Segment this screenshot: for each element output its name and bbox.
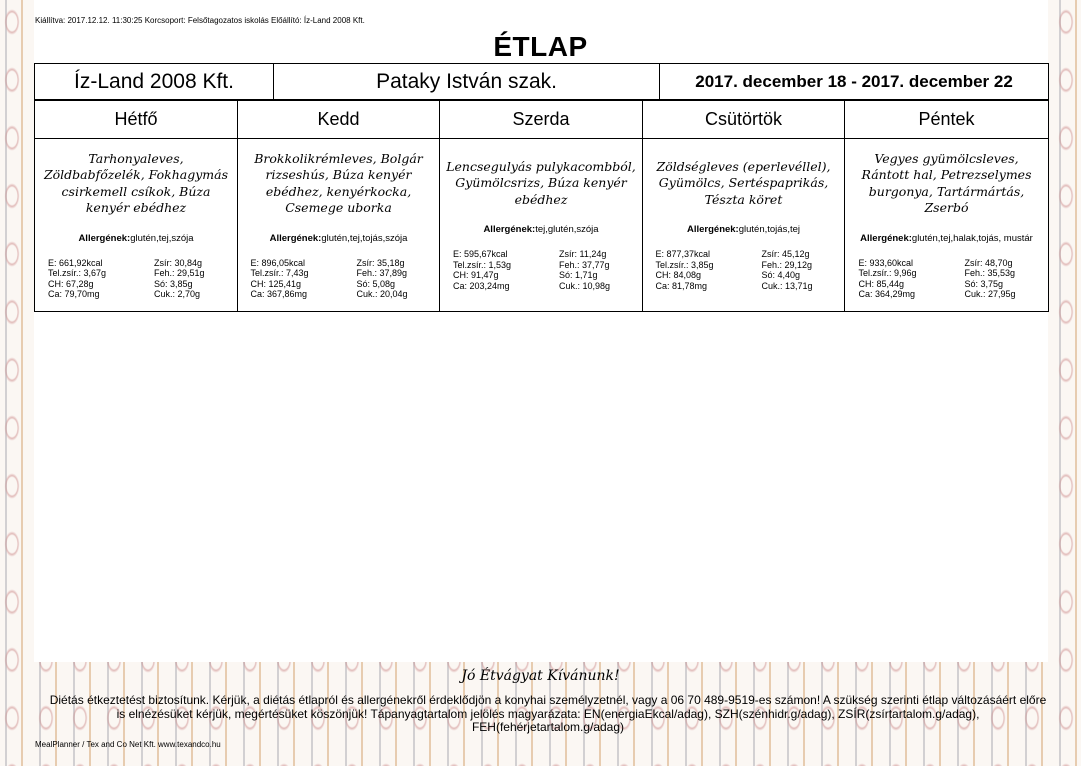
allergen-list: glutén,tej,tojás,szója	[321, 232, 408, 244]
nutrition-value: Feh.: 37,89g	[356, 268, 408, 278]
issue-line: Kiállítva: 2017.12.12. 11:30:25 Korcsoport: Felsőtagozatos iskolás Előállító: Íz-Land 2008 Kft.	[35, 16, 365, 25]
day-name-tuesday: Kedd	[238, 101, 440, 139]
allergen-list: glutén,tojás,tej	[738, 224, 800, 236]
nutrition-value: Tel.zsír.: 1,53g	[453, 259, 512, 270]
nutrition-value: Só: 3,85g	[154, 278, 193, 289]
day-cell-monday	[35, 139, 238, 312]
nutrition-value: Feh.: 35,53g	[964, 268, 1016, 278]
nutrition-info	[656, 249, 832, 291]
nutrition-info	[859, 258, 1035, 300]
nutrition-value: Feh.: 37,77g	[559, 259, 610, 270]
allergen-label: Allergének:	[483, 224, 536, 236]
nutrition-value: Ca: 81,78mg	[655, 280, 708, 291]
nutrition-value: CH: 85,44g	[858, 278, 905, 289]
menu-period: 2017. december 18 - 2017. december 22	[660, 64, 1049, 100]
nutrition-value: Cuk.: 10,98g	[559, 280, 611, 291]
allergen-info	[845, 233, 1048, 244]
dish-text: Lencsegulyás pulykacombból, Gyümölcsrizs, Búza kenyér ebédhez	[446, 158, 636, 207]
day-cell-wednesday	[440, 139, 643, 312]
nutrition-info	[251, 258, 427, 300]
allergen-info	[440, 224, 642, 235]
day-cell-tuesday	[238, 139, 440, 312]
nutrition-value: Ca: 203,24mg	[453, 280, 510, 291]
nutrition-value: CH: 125,41g	[250, 278, 302, 289]
allergen-info	[35, 233, 237, 244]
allergen-list: glutén,tej,halak,tojás, mustár	[911, 232, 1033, 244]
nutrition-value: CH: 67,28g	[48, 278, 94, 289]
day-name-friday: Péntek	[845, 101, 1049, 139]
header-row	[35, 64, 1049, 100]
meal-row	[35, 139, 1049, 312]
allergen-label: Allergének:	[78, 232, 131, 244]
nutrition-value: Zsír: 11,24g	[559, 249, 607, 260]
dish-text: Brokkolikrémleves, Bolgár rizseshús, Búza kenyér ebédhez, kenyérkocka, Csemege uborka	[254, 150, 423, 215]
nutrition-value: Ca: 364,29mg	[858, 289, 916, 299]
nutrition-value: Cuk.: 20,04g	[356, 289, 408, 299]
nutrition-value: Só: 3,75g	[964, 278, 1004, 289]
nutrition-value: E: 661,92kcal	[48, 257, 103, 268]
nutrition-info	[48, 258, 224, 300]
day-header-row	[35, 101, 1049, 139]
nutrition-value: Zsír: 45,12g	[761, 249, 810, 260]
nutrition-value: Feh.: 29,51g	[154, 268, 205, 278]
footer-credit: MealPlanner / Tex and Co Net Kft. www.texandco.hu	[35, 740, 221, 749]
nutrition-value: Ca: 79,70mg	[48, 289, 100, 299]
allergen-info	[238, 233, 439, 244]
nutrition-value: E: 896,05kcal	[250, 257, 306, 268]
nutrition-value: Só: 4,40g	[761, 270, 801, 281]
diet-note: Diétás étkeztetést biztosítunk. Kérjük, a diétás étlapról és allergénekről érdeklődjön a konyhai személyzetnél, vagy a 06 70 489-9519-es számon! A szükség szerinti étlap változásáért előre is elnézésüket kérjük, megértésüket köszönjük! Tápanyagtartalom jelölés magyarázata: EN(energiaEkcal/adag), SZH(szénhidr.g/adag), ZSÍR(zsírtartalom.g/adag), FEH(fehérjetartalom.g/adag)	[49, 693, 1047, 734]
nutrition-value: Cuk.: 2,70g	[154, 289, 201, 299]
nutrition-value: Tel.zsír.: 3,67g	[48, 268, 107, 278]
nutrition-value: CH: 84,08g	[655, 270, 702, 281]
day-name-monday: Hétfő	[35, 101, 238, 139]
closing-message: Jó Étvágyat Kívánunk!	[461, 668, 620, 684]
nutrition-value: Zsír: 48,70g	[964, 257, 1013, 268]
nutrition-value: Tel.zsír.: 7,43g	[250, 268, 309, 278]
nutrition-value: E: 933,60kcal	[858, 257, 914, 268]
nutrition-value: E: 877,37kcal	[655, 249, 711, 260]
day-name-thursday: Csütörtök	[643, 101, 845, 139]
nutrition-info	[453, 249, 629, 291]
allergen-label: Allergének:	[269, 232, 322, 244]
school-name: Pataky István szak.	[274, 64, 660, 100]
nutrition-value: Só: 1,71g	[559, 270, 598, 281]
dish-text: Vegyes gyümölcsleves, Rántott hal, Petrezselymes burgonya, Tartármártás, Zserbó	[861, 150, 1032, 215]
nutrition-value: Cuk.: 13,71g	[761, 280, 813, 291]
nutrition-value: Tel.zsír.: 3,85g	[655, 259, 714, 270]
company-name: Íz-Land 2008 Kft.	[35, 64, 274, 100]
dish-text: Zöldségleves (eperlevéllel), Gyümölcs, Sertéspaprikás, Tészta köret	[656, 158, 831, 207]
nutrition-value: Feh.: 29,12g	[761, 259, 813, 270]
allergen-label: Allergének:	[860, 232, 912, 244]
days-table	[34, 100, 1049, 312]
allergen-list: glutén,tej,szója	[130, 232, 194, 244]
nutrition-value: Só: 5,08g	[356, 278, 396, 289]
day-cell-thursday	[643, 139, 845, 312]
day-name-wednesday: Szerda	[440, 101, 643, 139]
page-title: ÉTLAP	[493, 31, 588, 62]
nutrition-value: Tel.zsír.: 9,96g	[858, 268, 917, 278]
nutrition-value: E: 595,67kcal	[453, 249, 508, 260]
nutrition-value: Zsír: 35,18g	[356, 257, 405, 268]
allergen-info	[643, 224, 844, 235]
dish-text: Tarhonyaleves, Zöldbabfőzelék, Fokhagymás csirkemell csíkok, Búza kenyér ebédhez	[43, 150, 229, 215]
allergen-list: tej,glutén,szója	[535, 224, 599, 236]
nutrition-value: Ca: 367,86mg	[250, 289, 308, 299]
allergen-label: Allergének:	[686, 224, 739, 236]
menu-table	[34, 63, 1049, 100]
day-cell-friday	[845, 139, 1049, 312]
nutrition-value: CH: 91,47g	[453, 270, 499, 281]
nutrition-value: Zsír: 30,84g	[154, 257, 203, 268]
nutrition-value: Cuk.: 27,95g	[964, 289, 1016, 299]
